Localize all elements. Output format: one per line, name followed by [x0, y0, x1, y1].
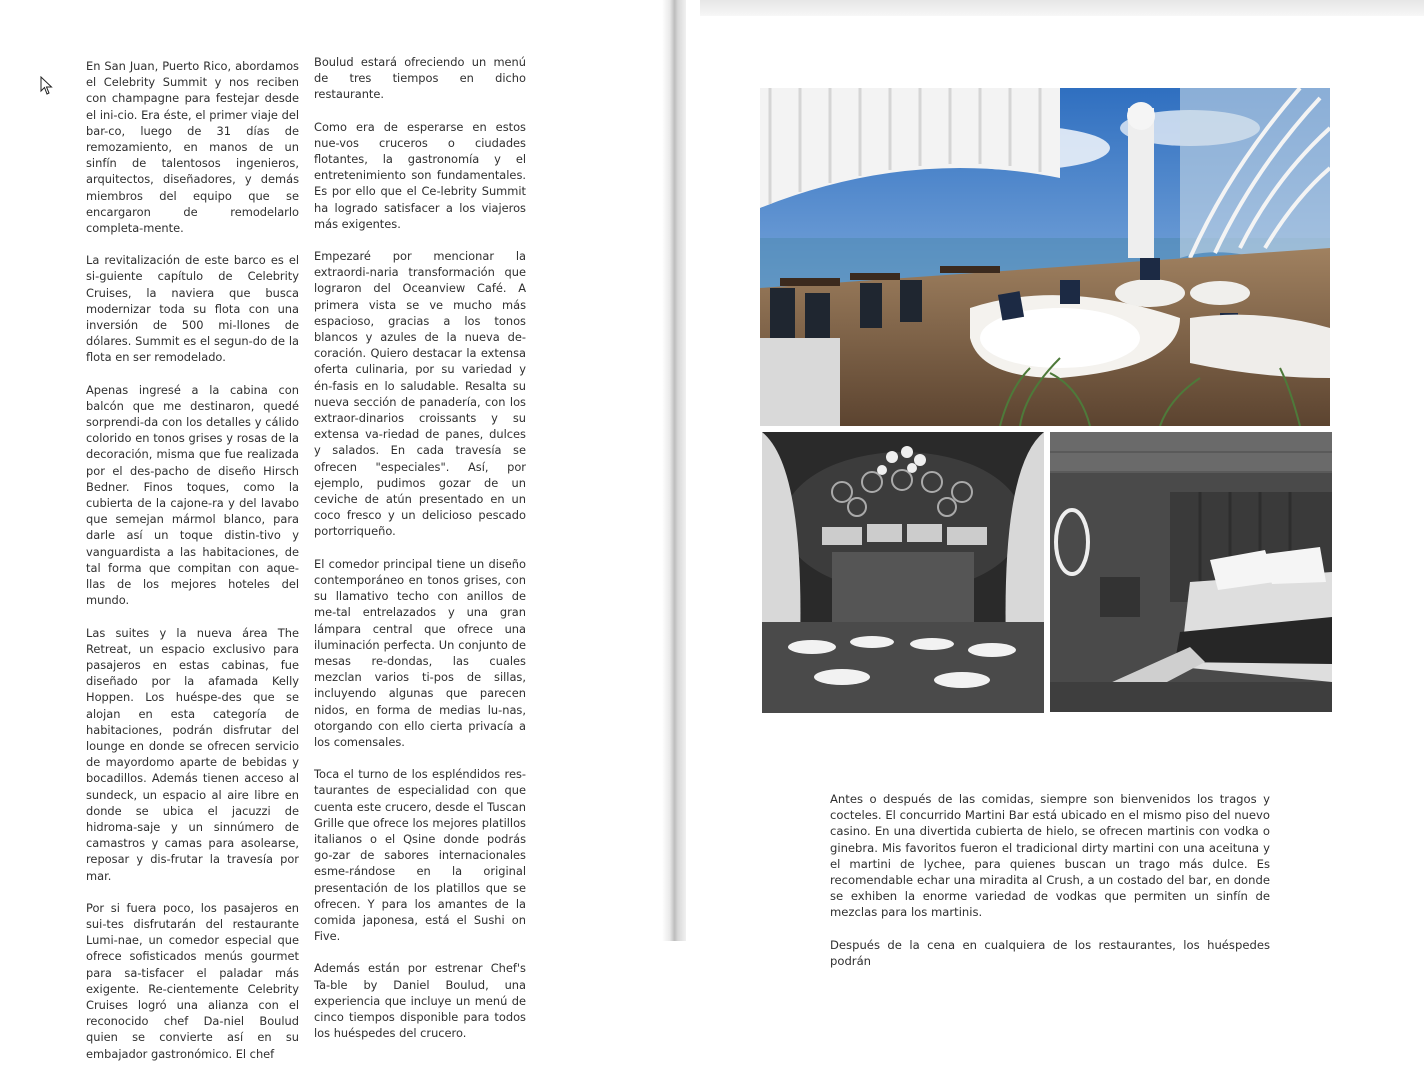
- paragraph: Después de la cena en cualquiera de los restaurantes, los huéspedes podrán: [830, 937, 1270, 968]
- dining-room-photo: [762, 432, 1044, 713]
- deck-lounge-photo: [760, 88, 1330, 426]
- paragraph: Antes o después de las comidas, siempre son bienvenidos los tragos y cocteles. El concurrido Martini Bar está ubicado en el mismo piso del nuevo casino. En una divertida cubierta de hielo, se ofrecen martinis con vodka o ginebra. Mis favoritos fueron el tradicional dirty martini con una aceituna y el martini de lychee, para quienes buscan un trago más dulce. Es recomendable echar una miradita al Crush, a un costado del bar, en donde se exhiben la enorme variedad de vodkas que permiten un sinfín de mezclas para los martinis.: [830, 792, 1270, 920]
- book-gutter: [662, 0, 688, 941]
- paragraph: En San Juan, Puerto Rico, abordamos el Celebrity Summit y nos reciben con champagne para festejar desde el ini-cio. Era éste, el primer viaje del bar-co, luego de 31 días de remozamiento, en manos de un sinfín de talentosos ingenieros, arquitectos, diseñadores, y demás miembros del equipo que se encargaron de remodelarlo completa-mente.: [86, 59, 299, 236]
- mouse-cursor-icon: [40, 76, 54, 96]
- article-column-2: [314, 54, 526, 1057]
- cabin-bedroom-photo: [1050, 432, 1332, 712]
- paragraph: Boulud estará ofreciendo un menú de tres tiempos en dicho restaurante.: [314, 55, 526, 102]
- article-column-1: [86, 58, 299, 1078]
- paragraph: Además están por estrenar Chef's Ta-ble by Daniel Boulud, una experiencia que incluye un menú de cinco tiempos disponible para todos los huéspedes del crucero.: [314, 961, 526, 1041]
- paragraph: Empezaré por mencionar la extraordi-naria transformación que lograron del Oceanview Café. A primera vista se ve mucho más espacioso, gracias a los tonos blancos y azules de la nueva de-coración. Quiero destacar la extensa oferta culinaria, por su variedad y én-fasis en lo saludable. Resalta su nueva sección de panadería, con los extraor-dinarios croissants y su extensa va-riedad de panes, dulces y salados. En cada travesía se ofrecen "especiales". Así, por ejemplo, pudimos gozar de un ceviche de atún presentado en un coco fresco y un delicioso pescado portorriqueño.: [314, 249, 526, 539]
- article-column-3: [830, 791, 1270, 985]
- paragraph: Como era de esperarse en estos nue-vos cruceros o ciudades flotantes, la gastronomía y el entretenimiento son fundamentales. Es por ello que el Ce-lebrity Summit ha logrado satisfacer a los viajeros más exigentes.: [314, 119, 526, 231]
- paragraph: El comedor principal tiene un diseño contemporáneo en tonos grises, con su llamativo techo con anillos de me-tal entrelazados y una gran lámpara central que ofrece una iluminación perfecta. Un conjunto de mesas re-dondas, las cuales mezclan varios ti-pos de sillas, incluyendo algunas que parecen nidos, en forma de medias lu-nas, otorgando con ello cierta privacía a los comensales.: [314, 556, 526, 749]
- paragraph: Apenas ingresé a la cabina con balcón que me destinaron, quedé sorprendi-da con los detalles y cálido colorido en tonos grises y rosas de la decoración, misma que fue realizada por el des-pacho de diseño Hirsch Bedner. Finos toques, como la cubierta de la cajone-ra y del lavabo que semejan mármol blanco, para darle así un toque distin-tivo y vanguardista a las habitaciones, de tal forma que compitan con aque-llas de los mejores hoteles del mundo.: [86, 382, 299, 608]
- paragraph: La revitalización de este barco es el si-guiente capítulo de Celebrity Cruises, la naviera que busca modernizar toda su flota con una inversión de 500 mi-llones de dólares. Summit es el segun-do de la flota en ser remodelado.: [86, 253, 299, 365]
- scan-edge: [700, 0, 1424, 16]
- paragraph: Toca el turno de los espléndidos res-taurantes de especialidad con que cuenta este crucero, desde el Tuscan Grille que ofrece los mejores platillos italianos o el Qsine donde podrás go-zar de sabores internacionales esme-rándose en la original presentación de los platillos que se ofrecen. Y para los amantes de la comida japonesa, está el Sushi on Five.: [314, 767, 526, 944]
- paragraph: Por si fuera poco, los pasajeros en sui-tes disfrutarán del restaurante Lumi-nae, un comedor especial que ofrece sofisticados menús gourmet para sa-tisfacer el paladar más exigente. Re-cientemente Celebrity Cruises logró una alianza con el reconocido chef Da-niel Boulud quien se convierte así en su embajador gastronómico. El chef: [86, 900, 299, 1061]
- paragraph: Las suites y la nueva área The Retreat, un espacio exclusivo para pasajeros en estas cabinas, fue diseñado por la afamada Kelly Hoppen. Los huéspe-des que se alojan en esta categoría de habitaciones, podrán disfrutar del lounge en donde se ofrecen servicio de mayordomo aparte de bebidas y bocadillos. Además tienen acceso al sundeck, un espacio al aire libre en donde se ubica el jacuzzi de hidroma-saje y un sinnúmero de camastros y camas para asolearse, reposar y dis-frutar la travesía por mar.: [86, 625, 299, 883]
